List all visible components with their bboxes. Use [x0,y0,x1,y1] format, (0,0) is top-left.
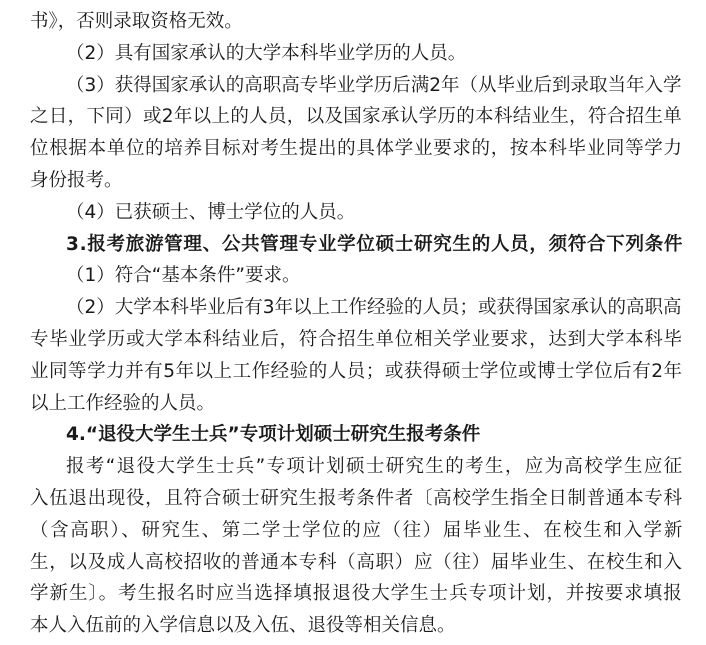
text-line: 学新生〕。考生报名时应当选择填报退役大学生士兵专项计划，并按要求填报 [30,583,683,605]
text-line: 业同等学力并有5年以上工作经验的人员；或获得硕士学位或博士学位后有2年 [30,360,683,382]
text-line: （4）已获硕士、博士学位的人员。 [66,201,356,223]
text-line: 位根据本单位的培养目标对考生提出的具体学业要求的，按本科毕业同等学力 [30,138,683,160]
text-line: 书》，否则录取资格无效。 [30,11,243,32]
section-heading: 3.报考旅游管理、公共管理专业学位硕士研究生的人员，须符合下列条件 [66,233,684,255]
text-line: （3）获得国家承认的高职高专毕业学历后满2年（从毕业后到录取当年入学 [66,74,682,96]
text-line: （2）大学本科毕业后有3年以上工作经验的人员；或获得国家承认的高职高 [66,297,682,319]
text-line: 本人入伍前的入学信息以及入伍、退役等相关信息。 [30,615,456,637]
text-line: 以上工作经验的人员。 [30,392,216,414]
text-line: （2）具有国家承认的大学本科毕业学历的人员。 [66,42,467,64]
text-line: （1）符合“基本条件”要求。 [66,265,301,287]
text-line: 报考“退役大学生士兵”专项计划硕士研究生的考生，应为高校学生应征 [66,456,684,478]
text-line: （含高职）、研究生、第二学士学位的应（往）届毕业生、在校生和入学新 [30,519,684,541]
text-line: 之日，下同）或2年以上的人员，以及国家承认学历的本科结业生，符合招生单 [30,106,683,128]
text-line: 生，以及成人高校招收的普通本专科（高职）应（往）届毕业生、在校生和入 [30,551,683,573]
text-line: 专毕业学历或大学本科结业后，符合招生单位相关学业要求，达到大学本科毕 [30,329,683,350]
section-heading: 4.“退役大学生士兵”专项计划硕士研究生报考条件 [66,424,481,446]
text-line: 身份报考。 [30,170,123,191]
text-line: 入伍退出现役，且符合硕士研究生报考条件者〔高校学生指全日制普通本专科 [30,488,683,509]
